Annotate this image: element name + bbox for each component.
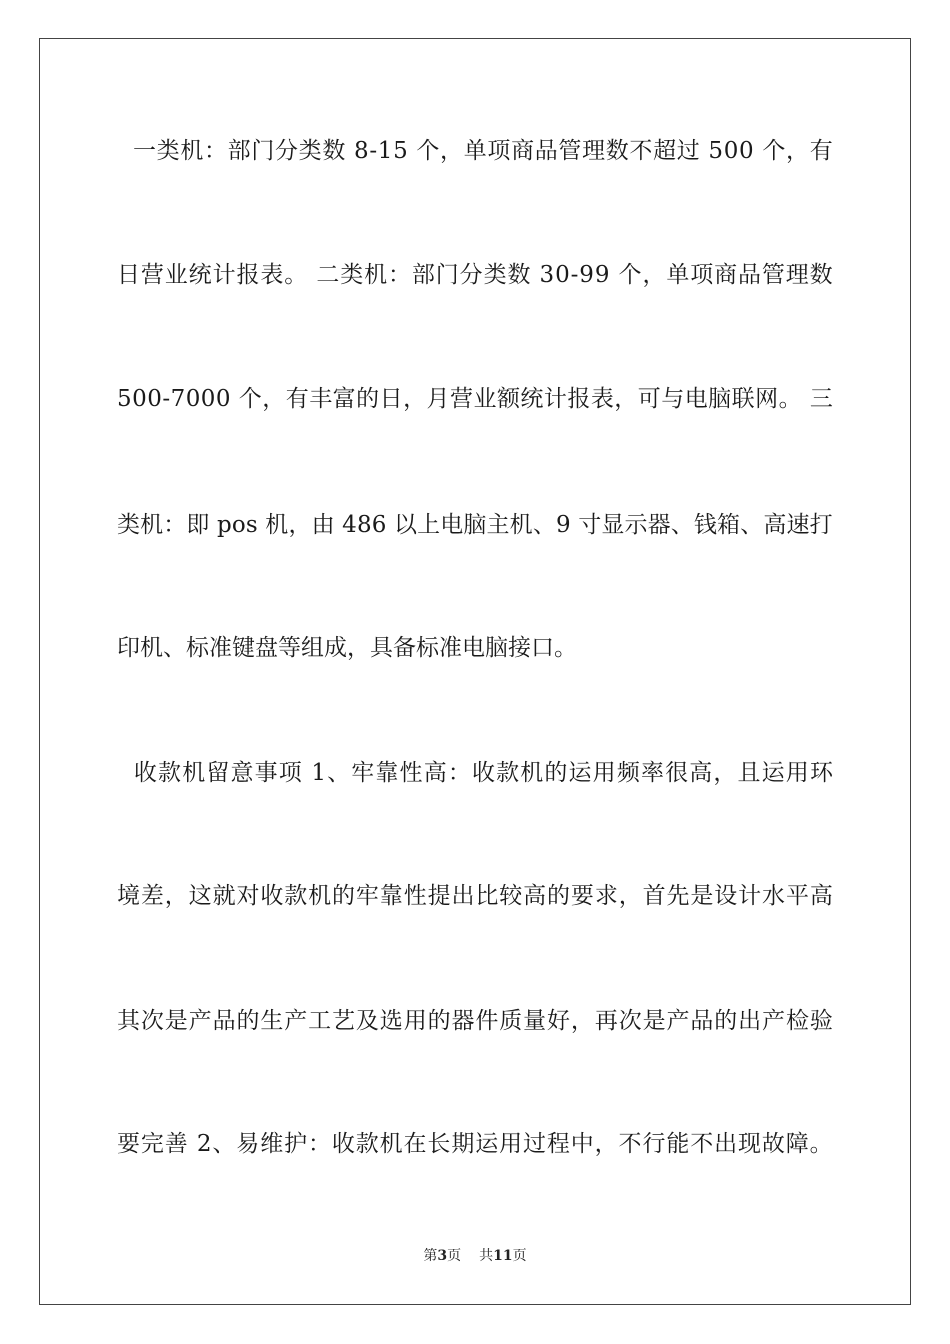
text-line: 一 类 机 ： 部 门 分 类 数 8 - 1 5 个 ， 单 项 商 品 管 理 数 不 超 过 5 0 0 个 ， 有 (132, 138, 833, 164)
text-line: 要 完 善 2 、 易 维 护 ： 收 款 机 在 长 期 运 用 过 程 中 ， 不 行 能 不 出 现 故 障 。 (117, 1131, 833, 1157)
text-line: 印 机 、 标 准 键 盘 等 组 成 ， 具 备 标 准 电 脑 接 口 。 (117, 635, 577, 661)
page-total-suffix: 页 (512, 1248, 527, 1264)
page-number-prefix: 第 (423, 1248, 438, 1264)
page-footer (0, 1246, 950, 1266)
page-total-prefix: 共 (479, 1248, 494, 1264)
text-line: 收 款 机 留 意 事 项 1 、 牢 靠 性 高 ： 收 款 机 的 运 用 频 率 很 高 ， 且 运 用 环 (133, 760, 833, 786)
text-line: 其 次 是 产 品 的 生 产 工 艺 及 选 用 的 器 件 质 量 好 ， 再 次 是 产 品 的 出 产 检 验 (117, 1008, 833, 1034)
page-number-current: 3 (437, 1248, 448, 1264)
text-line: 5 0 0 - 7 0 0 0 个 ， 有 丰 富 的 日 ， 月 营 业 额 统 计 报 表 ， 可 与 电 脑 联 网 。 三 (117, 386, 833, 412)
text-line: 日 营 业 统 计 报 表 。 二 类 机 ： 部 门 分 类 数 3 0 - 9 9 个 ， 单 项 商 品 管 理 数 (117, 262, 833, 288)
page-border (39, 38, 911, 1305)
text-line: 境 差 ， 这 就 对 收 款 机 的 牢 靠 性 提 出 比 较 高 的 要 求 ， 首 先 是 设 计 水 平 高 (117, 883, 833, 909)
page-number-total: 11 (493, 1248, 513, 1264)
page-number-suffix: 页 (447, 1248, 462, 1264)
text-line: 类 机 ： 即 p o s 机 ， 由 4 8 6 以 上 电 脑 主 机 、 9 寸 显 示 器 、 钱 箱 、 高 速 打 (117, 512, 833, 538)
